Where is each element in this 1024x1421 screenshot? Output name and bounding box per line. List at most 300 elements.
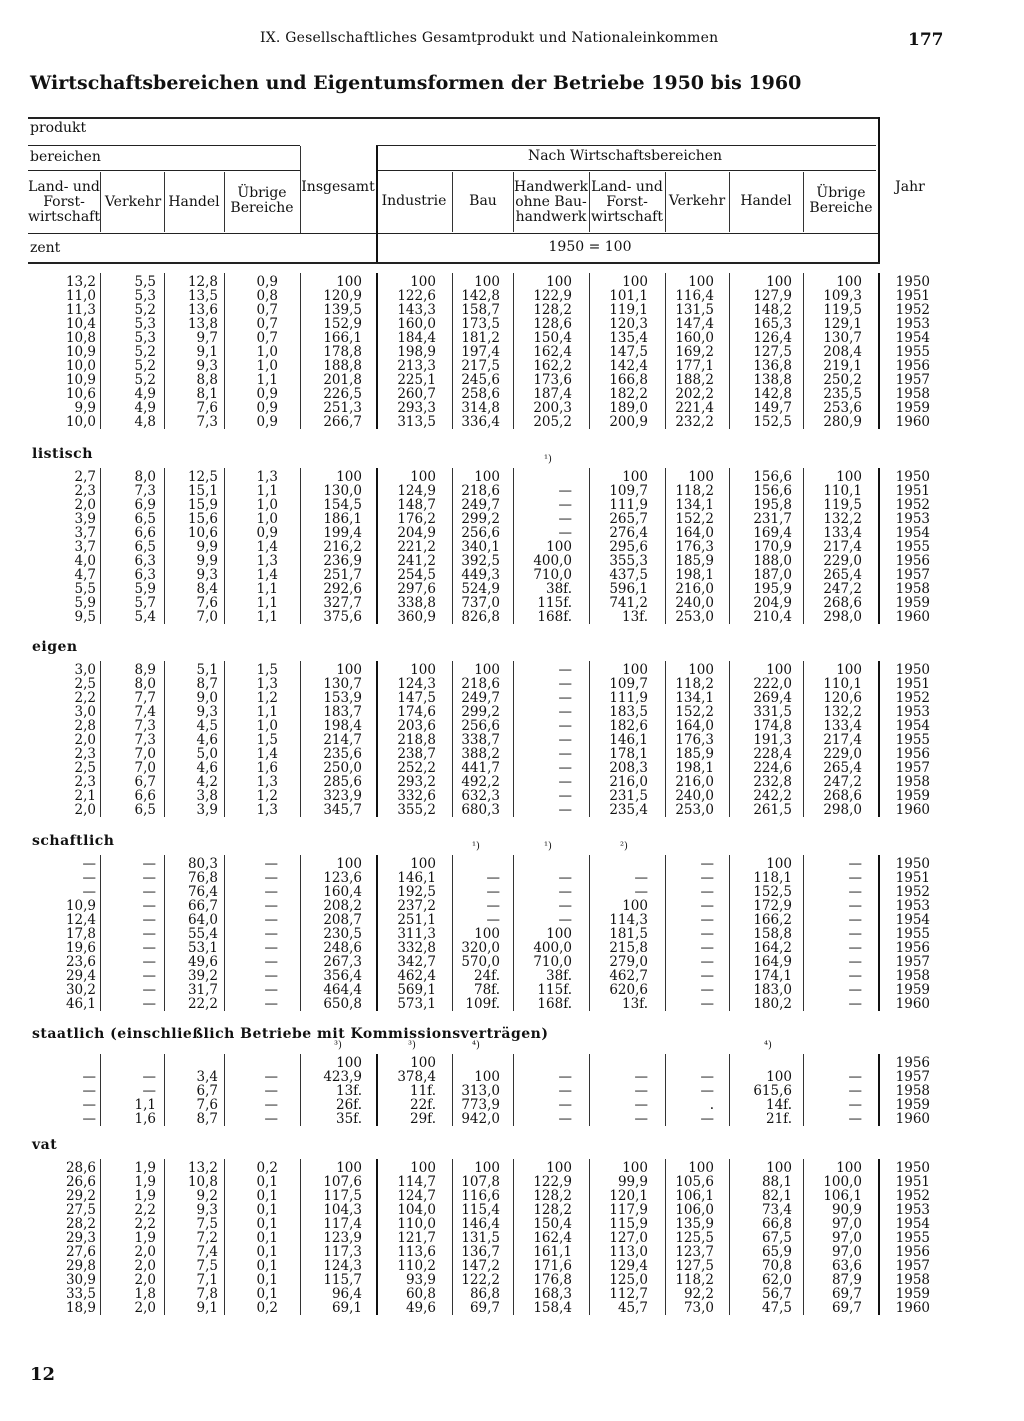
table-cell: 185,9 (675, 746, 714, 762)
page-title: Wirtschaftsbereichen und Eigentumsformen der Betriebe 1950 bis 1960 (30, 72, 802, 94)
table-cell: 336,4 (461, 414, 500, 430)
table-cell: 19,6 (65, 940, 96, 956)
table-cell: — (264, 856, 278, 872)
table-cell: 100 (410, 662, 436, 678)
table-cell: 107,8 (461, 1174, 500, 1190)
table-cell: 1,5 (256, 732, 278, 748)
table-cell: 112,7 (609, 1286, 648, 1302)
table-cell: 0,1 (256, 1188, 278, 1204)
table-cell: 195,9 (753, 581, 792, 597)
table-cell: 134,1 (675, 690, 714, 706)
table-cell: 47,5 (761, 1300, 792, 1316)
table-cell: 0,7 (256, 302, 278, 318)
table-cell: 156,6 (753, 483, 792, 499)
table-cell: 169,2 (675, 344, 714, 360)
table-cell: 710,0 (533, 567, 572, 583)
table-cell: 133,4 (823, 525, 862, 541)
table-cell: — (848, 996, 862, 1012)
table-cell: — (82, 870, 96, 886)
table-cell: 198,9 (397, 344, 436, 360)
table-cell: 6,6 (134, 788, 156, 804)
table-cell: 298,0 (823, 802, 862, 818)
table-cell: 251,1 (397, 912, 436, 928)
table-cell: 9,2 (196, 1188, 218, 1204)
table-cell: — (486, 912, 500, 928)
table-cell: 150,4 (533, 1216, 572, 1232)
table-cell: 10,9 (65, 344, 96, 360)
table-cell: 7,3 (196, 414, 218, 430)
table-cell: 200,9 (609, 414, 648, 430)
table-cell: 181,2 (461, 330, 500, 346)
table-cell: 69,7 (831, 1286, 862, 1302)
year-cell: 1956 (895, 553, 930, 569)
table-cell: 342,7 (397, 954, 436, 970)
table-cell: 4,6 (196, 732, 218, 748)
column-rule (452, 661, 453, 817)
table-cell: 1,2 (256, 788, 278, 804)
year-cell: 1956 (895, 940, 930, 956)
table-cell: 166,8 (609, 372, 648, 388)
table-cell: 1,0 (256, 344, 278, 360)
table-cell: — (558, 760, 572, 776)
table-cell: 22,2 (187, 996, 218, 1012)
table-cell: 235,5 (823, 386, 862, 402)
table-cell: 126,4 (753, 330, 792, 346)
table-cell: 313,0 (461, 1083, 500, 1099)
table-cell: 10,0 (65, 358, 96, 374)
table-cell: — (264, 926, 278, 942)
table-cell: 5,4 (134, 609, 156, 625)
column-rule (100, 661, 101, 817)
table-cell: 680,3 (461, 802, 500, 818)
table-cell: 8,7 (196, 1111, 218, 1127)
table-cell: 185,9 (675, 553, 714, 569)
header-rule (224, 172, 225, 232)
table-cell: 147,2 (461, 1258, 500, 1274)
table-cell: 252,2 (397, 760, 436, 776)
table-cell: 0,2 (256, 1300, 278, 1316)
year-cell: 1957 (895, 760, 930, 776)
column-rule (878, 468, 880, 624)
year-cell: 1959 (895, 1286, 930, 1302)
table-cell: 7,0 (196, 609, 218, 625)
table-cell: 100 (410, 274, 436, 290)
table-cell: 73,4 (761, 1202, 792, 1218)
table-cell: 9,3 (196, 1202, 218, 1218)
table-cell: 66,8 (761, 1216, 792, 1232)
table-cell: 298,0 (823, 609, 862, 625)
column-rule (300, 661, 301, 817)
table-cell: 100 (336, 469, 362, 485)
table-cell: 134,1 (675, 497, 714, 513)
table-cell: 56,7 (761, 1286, 792, 1302)
table-cell: 250,2 (823, 372, 862, 388)
table-cell: 247,2 (823, 774, 862, 790)
table-cell: 113,6 (397, 1244, 436, 1260)
footnote-marker: ²) (620, 841, 628, 852)
table-cell: 2,0 (134, 1244, 156, 1260)
table-cell: 169,4 (753, 525, 792, 541)
table-cell: 135,4 (609, 330, 648, 346)
column-rule (452, 1054, 453, 1126)
table-cell: — (558, 1069, 572, 1085)
column-rule (589, 468, 590, 624)
table-cell: 253,0 (675, 802, 714, 818)
table-cell: 250,0 (323, 760, 362, 776)
table-cell: 80,3 (187, 856, 218, 872)
year-cell: 1960 (895, 802, 930, 818)
column-rule (513, 1054, 514, 1126)
table-cell: 66,7 (187, 898, 218, 914)
table-cell: 131,5 (461, 1230, 500, 1246)
table-cell: 7,3 (134, 718, 156, 734)
table-cell: 620,6 (609, 982, 648, 998)
table-cell: 100 (474, 662, 500, 678)
table-cell: 400,0 (533, 940, 572, 956)
year-cell: 1957 (895, 1258, 930, 1274)
table-cell: 1,9 (134, 1174, 156, 1190)
table-cell: 279,0 (609, 954, 648, 970)
section-label: eigen (32, 639, 78, 655)
table-cell: 256,6 (461, 718, 500, 734)
table-cell: 160,4 (323, 884, 362, 900)
table-cell: 129,1 (823, 316, 862, 332)
column-rule (300, 468, 301, 624)
table-cell: 238,7 (397, 746, 436, 762)
year-cell: 1950 (895, 1160, 930, 1176)
table-cell: 109,7 (609, 483, 648, 499)
table-cell: 0,9 (256, 274, 278, 290)
table-cell: 737,0 (461, 595, 500, 611)
table-cell: — (700, 912, 714, 928)
header-rule (878, 117, 880, 262)
table-cell: — (558, 497, 572, 513)
table-cell: 182,6 (609, 718, 648, 734)
table-cell: — (848, 982, 862, 998)
table-cell: 0,7 (256, 330, 278, 346)
column-rule (376, 273, 378, 429)
table-cell: 10,8 (187, 1174, 218, 1190)
table-cell: 29f. (410, 1111, 436, 1127)
table-cell: — (142, 856, 156, 872)
table-cell: 0,9 (256, 386, 278, 402)
table-cell: 152,9 (323, 316, 362, 332)
table-cell: — (82, 1111, 96, 1127)
table-cell: — (82, 856, 96, 872)
table-cell: 13,2 (65, 274, 96, 290)
table-cell: — (142, 982, 156, 998)
column-rule (878, 1159, 880, 1315)
table-cell: 2,5 (74, 676, 96, 692)
table-cell: 7,7 (134, 690, 156, 706)
column-rule (513, 1159, 514, 1315)
table-cell: 0,1 (256, 1174, 278, 1190)
table-cell: 7,6 (196, 1097, 218, 1113)
table-cell: 176,2 (397, 511, 436, 527)
table-cell: 320,0 (461, 940, 500, 956)
table-cell: 183,7 (323, 704, 362, 720)
year-cell: 1956 (895, 1055, 930, 1071)
table-cell: 100 (546, 274, 572, 290)
table-cell: — (634, 884, 648, 900)
table-cell: 221,4 (675, 400, 714, 416)
table-cell: 7,8 (196, 1286, 218, 1302)
table-cell: 251,3 (323, 400, 362, 416)
table-cell: 2,2 (134, 1216, 156, 1232)
table-cell: 117,3 (323, 1244, 362, 1260)
table-cell: 152,5 (753, 414, 792, 430)
column-rule (878, 661, 880, 817)
header-verkehr: Verkehr (104, 194, 162, 210)
table-cell: 313,5 (397, 414, 436, 430)
table-cell: 46,1 (65, 996, 96, 1012)
table-cell: 295,6 (609, 539, 648, 555)
table-cell: 164,0 (675, 718, 714, 734)
header-rule (589, 172, 590, 232)
table-cell: — (558, 732, 572, 748)
header-verkehr-2: Verkehr (668, 193, 726, 209)
table-cell: 119,5 (823, 497, 862, 513)
table-cell: 187,0 (753, 567, 792, 583)
table-cell: 237,2 (397, 898, 436, 914)
column-rule (803, 1159, 804, 1315)
table-cell: 216,0 (609, 774, 648, 790)
table-cell: — (558, 870, 572, 886)
table-cell: 1,3 (256, 774, 278, 790)
table-cell: 177,1 (675, 358, 714, 374)
table-cell: 100 (622, 274, 648, 290)
column-rule (589, 273, 590, 429)
table-cell: — (264, 954, 278, 970)
section-label: listisch (32, 446, 93, 462)
table-cell: 115,7 (323, 1272, 362, 1288)
table-cell: 117,9 (609, 1202, 648, 1218)
year-cell: 1952 (895, 690, 930, 706)
column-rule (300, 273, 301, 429)
table-cell: 104,3 (323, 1202, 362, 1218)
table-cell: 7,6 (196, 400, 218, 416)
table-cell: — (82, 1083, 96, 1099)
table-cell: 104,0 (397, 1202, 436, 1218)
table-cell: — (848, 1097, 862, 1113)
table-cell: 4,8 (134, 414, 156, 430)
column-rule (665, 1054, 666, 1126)
column-rule (803, 468, 804, 624)
table-cell: 5,2 (134, 358, 156, 374)
table-cell: 100 (336, 1160, 362, 1176)
table-cell: — (848, 940, 862, 956)
year-cell: 1951 (895, 288, 930, 304)
table-cell: — (848, 926, 862, 942)
table-cell: 265,4 (823, 760, 862, 776)
column-rule (224, 661, 225, 817)
table-cell: 162,4 (533, 344, 572, 360)
table-cell: 0,9 (256, 525, 278, 541)
table-cell: 168f. (537, 996, 572, 1012)
table-cell: — (264, 1097, 278, 1113)
table-cell: 76,8 (187, 870, 218, 886)
column-rule (100, 1159, 101, 1315)
table-cell: 100 (410, 469, 436, 485)
table-cell: 5,1 (196, 662, 218, 678)
table-cell: 203,6 (397, 718, 436, 734)
table-cell: 9,3 (196, 358, 218, 374)
table-cell: 96,4 (331, 1286, 362, 1302)
table-cell: 113,0 (609, 1244, 648, 1260)
table-cell: — (142, 884, 156, 900)
table-cell: — (634, 870, 648, 886)
table-cell: 117,4 (323, 1216, 362, 1232)
table-cell: 0,1 (256, 1230, 278, 1246)
table-cell: — (142, 898, 156, 914)
table-cell: 260,7 (397, 386, 436, 402)
table-cell: 217,4 (823, 732, 862, 748)
table-cell: 100 (546, 1160, 572, 1176)
table-cell: 1,4 (256, 539, 278, 555)
table-cell: 276,4 (609, 525, 648, 541)
column-rule (665, 468, 666, 624)
table-cell: 1,0 (256, 358, 278, 374)
column-rule (164, 855, 165, 1011)
column-rule (224, 1159, 225, 1315)
table-cell: — (558, 912, 572, 928)
table-cell: 292,6 (323, 581, 362, 597)
table-cell: 5,9 (134, 581, 156, 597)
table-cell: 261,5 (753, 802, 792, 818)
table-cell: — (700, 884, 714, 900)
table-cell: 235,4 (609, 802, 648, 818)
table-cell: — (700, 870, 714, 886)
table-cell: 9,9 (196, 553, 218, 569)
table-cell: — (700, 926, 714, 942)
table-cell: 182,2 (609, 386, 648, 402)
table-cell: 6,3 (134, 567, 156, 583)
table-cell: 69,1 (331, 1300, 362, 1316)
table-cell: 120,1 (609, 1188, 648, 1204)
table-cell: 9,3 (196, 567, 218, 583)
table-cell: 9,9 (196, 539, 218, 555)
table-cell: — (558, 525, 572, 541)
table-cell: — (264, 940, 278, 956)
table-cell: 13,5 (187, 288, 218, 304)
column-rule (452, 855, 453, 1011)
table-cell: 53,1 (187, 940, 218, 956)
table-cell: 7,0 (134, 746, 156, 762)
table-cell: 107,6 (323, 1174, 362, 1190)
table-cell: 100 (474, 926, 500, 942)
table-cell: 65,9 (761, 1244, 792, 1260)
table-cell: — (634, 1111, 648, 1127)
table-cell: 120,9 (323, 288, 362, 304)
table-cell: 632,3 (461, 788, 500, 804)
table-cell: 13,2 (187, 1160, 218, 1176)
column-rule (665, 273, 666, 429)
table-cell: 23,6 (65, 954, 96, 970)
header-rule (164, 172, 165, 232)
year-cell: 1953 (895, 316, 930, 332)
table-cell: 221,2 (397, 539, 436, 555)
table-cell: 345,7 (323, 802, 362, 818)
table-cell: 168f. (537, 609, 572, 625)
table-cell: — (558, 1097, 572, 1113)
column-rule (164, 661, 165, 817)
table-cell: 116,4 (675, 288, 714, 304)
table-cell: 7,3 (134, 483, 156, 499)
table-cell: 10,0 (65, 414, 96, 430)
table-cell: 1,3 (256, 802, 278, 818)
table-cell: 773,9 (461, 1097, 500, 1113)
table-cell: 1,1 (256, 483, 278, 499)
year-cell: 1960 (895, 996, 930, 1012)
table-cell: 7,5 (196, 1216, 218, 1232)
table-cell: 100 (336, 662, 362, 678)
column-rule (300, 855, 301, 1011)
table-cell: 573,1 (397, 996, 436, 1012)
table-cell: 1,9 (134, 1230, 156, 1246)
table-cell: 146,1 (609, 732, 648, 748)
table-cell: 117,5 (323, 1188, 362, 1204)
table-cell: 123,7 (675, 1244, 714, 1260)
table-cell: 8,8 (196, 372, 218, 388)
table-cell: 218,6 (461, 676, 500, 692)
table-cell: — (264, 912, 278, 928)
table-cell: 100 (766, 1069, 792, 1085)
table-cell: 124,9 (397, 483, 436, 499)
year-cell: 1957 (895, 372, 930, 388)
table-cell: — (848, 856, 862, 872)
table-cell: — (82, 1097, 96, 1113)
table-cell: 217,4 (823, 539, 862, 555)
table-cell: 0,1 (256, 1244, 278, 1260)
table-cell: 213,3 (397, 358, 436, 374)
section-label: vat (32, 1137, 58, 1153)
year-cell: 1951 (895, 870, 930, 886)
table-cell: 8,0 (134, 469, 156, 485)
table-cell: 122,2 (461, 1272, 500, 1288)
table-cell: 5,9 (74, 595, 96, 611)
table-cell: 156,6 (753, 469, 792, 485)
table-cell: 492,2 (461, 774, 500, 790)
column-rule (513, 273, 514, 429)
table-cell: 710,0 (533, 954, 572, 970)
year-cell: 1958 (895, 386, 930, 402)
table-cell: 331,5 (753, 704, 792, 720)
header-jahr: Jahr (895, 179, 925, 195)
table-cell: 229,0 (823, 746, 862, 762)
table-cell: 204,9 (753, 595, 792, 611)
table-cell: 388,2 (461, 746, 500, 762)
header-rule (452, 172, 453, 232)
table-cell: 269,4 (753, 690, 792, 706)
table-cell: 1,1 (256, 609, 278, 625)
table-cell: 26,6 (65, 1174, 96, 1190)
table-cell: — (558, 704, 572, 720)
table-cell: 100 (766, 274, 792, 290)
footnote-marker: ¹) (544, 841, 552, 852)
table-cell: 127,5 (753, 344, 792, 360)
table-cell: 31,7 (187, 982, 218, 998)
table-cell: 55,4 (187, 926, 218, 942)
table-cell: 183,5 (609, 704, 648, 720)
table-cell: 355,3 (609, 553, 648, 569)
table-cell: 1,3 (256, 553, 278, 569)
table-cell: 208,2 (323, 898, 362, 914)
table-cell: 100 (546, 926, 572, 942)
table-cell: 106,1 (823, 1188, 862, 1204)
table-cell: 189,0 (609, 400, 648, 416)
table-cell: 27,5 (65, 1202, 96, 1218)
table-cell: 119,5 (823, 302, 862, 318)
